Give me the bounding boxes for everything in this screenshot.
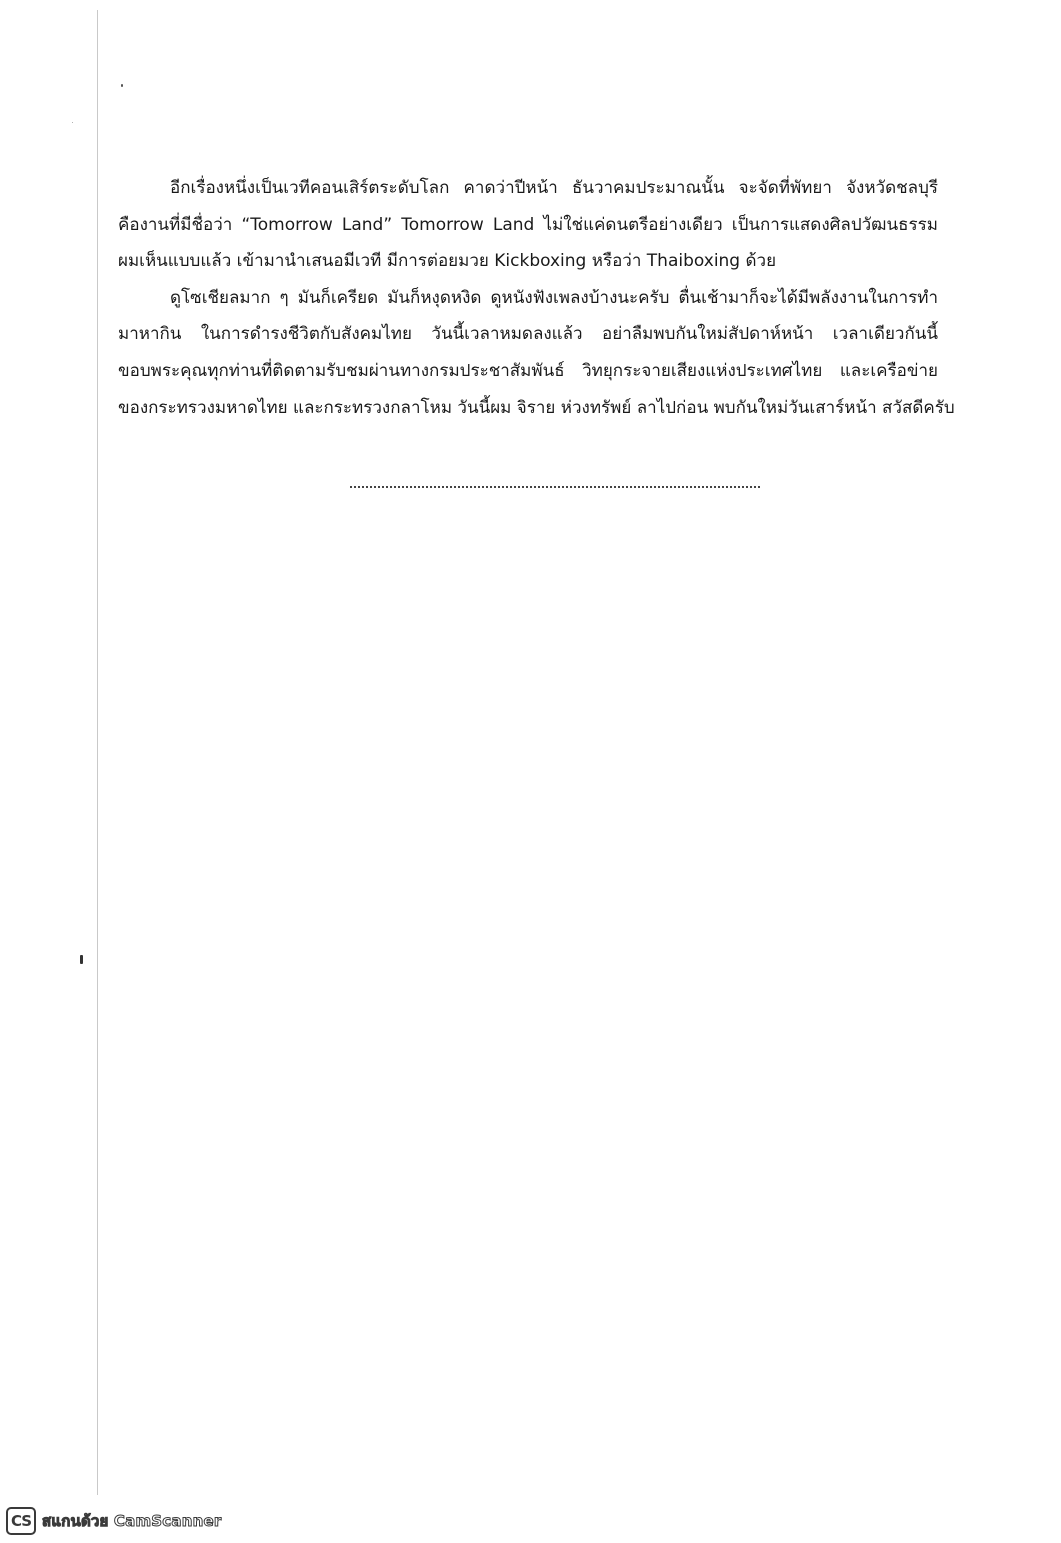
paragraph-2-line-4: ของกระทรวงมหาดไทย และกระทรวงกลาโหม วันนี้ผม จิราย ห่วงทรัพย์ ลาไปก่อน พบกันใหม่วันเสาร์หน้า สวัสดีครับ — [118, 397, 955, 418]
document-body — [118, 170, 955, 426]
scan-speck — [121, 84, 123, 87]
paragraph-2-line-3: ขอบพระคุณทุกท่านที่ติดตามรับชมผ่านทางกรมประชาสัมพันธ์ วิทยุกระจายเสียงแห่งประเทศไทย และเครือข่าย — [118, 360, 938, 381]
paragraph-2-line-2: มาหากิน ในการดำรงชีวิตกับสังคมไทย วันนี้เวลาหมดลงแล้ว อย่าลืมพบกันใหม่สัปดาห์หน้า เวลาเดียวกันนี้ — [118, 324, 938, 345]
paragraph-2-line-1: ดูโซเชียลมาก ๆ มันก็เครียด มันก็หงุดหงิด ดูหนังฟังเพลงบ้างนะครับ ตื่นเช้ามาก็จะได้มีพลังงานในการทำ — [170, 287, 938, 308]
camscanner-watermark — [6, 1506, 221, 1536]
end-of-document-dotted-rule — [350, 486, 760, 488]
paragraph-1-line-3: ผมเห็นแบบแล้ว เข้ามานำเสนอมีเวที มีการต่อยมวย Kickboxing หรือว่า Thaiboxing ด้วย — [118, 251, 777, 272]
paragraph-1-line-2: คืองานที่มีชื่อว่า “Tomorrow Land” Tomorrow Land ไม่ใช่แค่ดนตรีอย่างเดียว เป็นการแสดงศิลปวัฒนธรรม — [118, 214, 938, 235]
camscanner-logo-icon: CS — [6, 1507, 36, 1535]
scan-speck — [80, 955, 83, 964]
camscanner-watermark-text: สแกนด้วย CamScanner — [42, 1512, 222, 1530]
scan-speck — [72, 122, 73, 123]
page-margin-line — [97, 10, 98, 1495]
paragraph-1-line-1: อีกเรื่องหนึ่งเป็นเวทีคอนเสิร์ตระดับโลก คาดว่าปีหน้า ธันวาคมประมาณนั้น จะจัดที่พัทยา จังหวัดชลบุรี — [170, 178, 938, 198]
